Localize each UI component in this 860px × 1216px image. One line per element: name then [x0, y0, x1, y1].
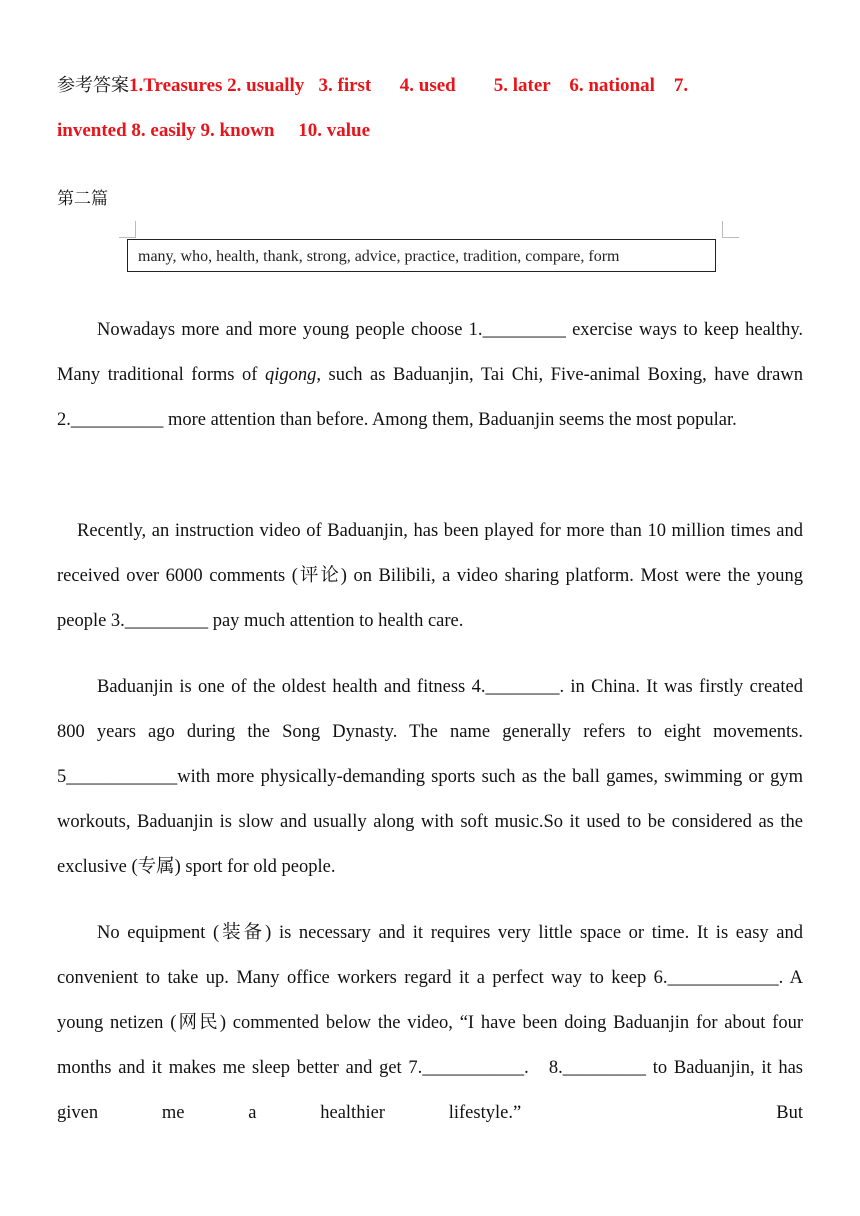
p2-text-c: pay much attention to health care.: [208, 611, 464, 631]
answer-key-line-1: [57, 63, 803, 108]
p1-text-d: , such as Baduanjin, Tai Chi, Five-animal Boxing, have drawn 2.: [57, 365, 803, 430]
blank-7: ___________: [422, 1058, 525, 1078]
p3-text-c: . in China. It was firstly created 800 years ago during the Song Dynasty. The name generally refers to eight movements. 5: [57, 677, 803, 787]
p4-text-a: No equipment (装备) is necessary and it requires very little space or time. It is easy and convenient to take up. Many office workers regard it a perfect way to keep 6.: [57, 923, 803, 988]
paragraph-3: [57, 665, 803, 890]
answer-key-text-2: invented 8. easily 9. known 10. value: [57, 120, 371, 141]
p4-text-e: to Baduanjin, it has given me a healthier lifestyle.” But: [57, 1058, 808, 1123]
answer-key-text-1: 1.Treasures 2. usually 3. first 4. used 5. later 6. national 7.: [129, 75, 689, 96]
p3-text-d: with more physically-demanding sports such as the ball games, swimming or gym workouts, Baduanjin is slow and usually along with soft music.So it used to be considered as the exclusive (专属) sport for old people.: [57, 767, 803, 877]
blank-4: ________: [485, 677, 560, 697]
paragraph-2: [57, 509, 803, 644]
blank-6: ____________: [667, 968, 779, 988]
blank-2: __________: [70, 410, 164, 430]
p4-text-d: . 8.: [524, 1058, 563, 1078]
blank-5: ____________: [66, 767, 178, 787]
section-title: 第二篇: [57, 189, 108, 209]
word-bank-box: many, who, health, thank, strong, advice, practice, tradition, compare, form: [127, 239, 716, 272]
paragraph-4: [57, 911, 808, 1136]
p4-text-c: . A young netizen (网民) commented below the video, “I have been doing Baduanjin for about four months and it makes me sleep better and get 7.: [57, 968, 803, 1078]
p2-text-a: Recently, an instruction video of Baduanjin, has been played for more than 10 million times and received over 6000 comments (评论) on Bilibili, a video sharing platform. Most were the young people 3.: [57, 521, 803, 631]
corner-mark-left: [119, 221, 136, 238]
answer-key-label: 参考答案: [57, 75, 129, 96]
p1-text-c: exercise ways to keep healthy. Many traditional forms of: [57, 320, 803, 385]
p1-text-a: Nowadays more and more young people choose 1.: [97, 320, 483, 340]
answer-key-line-2: [57, 108, 803, 153]
p1-italic-qigong: qigong: [264, 365, 317, 385]
blank-8: _________: [562, 1058, 647, 1078]
corner-mark-right: [722, 221, 739, 238]
blank-3: _________: [124, 611, 209, 631]
blank-1: _________: [482, 320, 566, 340]
p3-text-a: Baduanjin is one of the oldest health and fitness 4.: [97, 677, 486, 697]
paragraph-1: [57, 308, 803, 443]
p1-text-e: more attention than before. Among them, Baduanjin seems the most popular.: [163, 410, 737, 430]
